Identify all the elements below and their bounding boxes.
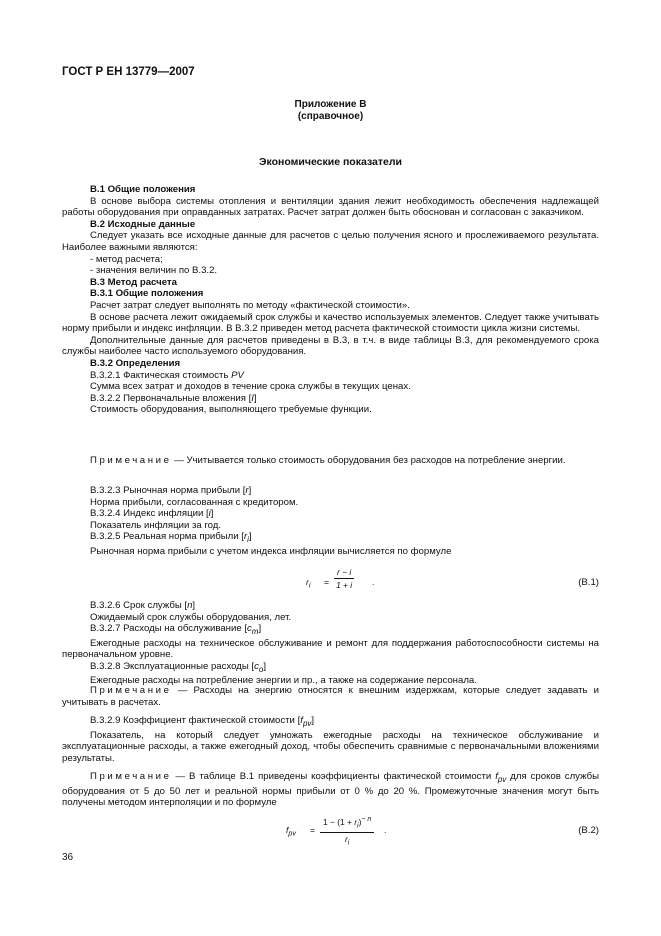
bracket: ] — [192, 600, 196, 611]
note-text: для сроков службы оборудования от 5 до 50 лет и реальной нормы прибыли от 0 % до 20 %. Промежуточные значения могут быть получены методом интерполяции и по формуле — [62, 771, 599, 809]
definition-label — [62, 393, 599, 405]
definition-number: В.3.2.2 Первоначальные вложения [ — [90, 392, 252, 404]
definition-number: В.3.2.1 Фактическая стоимость — [90, 369, 232, 381]
formula-number: (В.1) — [578, 577, 599, 588]
definition-label — [62, 531, 599, 546]
symbol: r — [245, 485, 249, 496]
definition-label — [62, 485, 599, 497]
page-number: 36 — [62, 852, 74, 863]
formula-number: (В.2) — [578, 825, 599, 836]
symbol-subscript: pv — [302, 718, 312, 728]
formula-symbol: r — [306, 577, 309, 587]
appendix-title: Приложение В — [294, 99, 367, 110]
note-block-1 — [62, 455, 599, 467]
symbol: f — [495, 771, 498, 782]
body-block-1 — [62, 184, 599, 416]
definition-label — [62, 715, 599, 730]
b1-paragraph: В основе выбора системы отопления и вентиляции здания лежит необходимость обеспечения надлежащей работы оборудования при оправданных затратах. Расчет затрат должен быть обоснован и согласован с заказчиком. — [62, 195, 599, 219]
formula-subscript: i — [308, 581, 311, 590]
formula-subscript: pv — [288, 829, 296, 838]
formula-denominator: 1 + i — [336, 580, 353, 590]
definition-text: Показатель, на который следует умножать ежегодные расходы на техническое обслуживание и эксплуатационные расходы, а также ежегодный доход, чтобы обеспечить сравнимые с первоначальными вложениями результаты. — [62, 729, 599, 764]
symbol-subscript: pv — [497, 774, 507, 784]
formula-numerator: r − i — [334, 567, 354, 579]
symbol: r — [243, 531, 248, 543]
definition-number: В.3.2.8 Эксплуатационные расходы [ — [90, 660, 255, 672]
definition-label — [62, 508, 599, 520]
formula-fraction — [334, 567, 354, 590]
section-title: Экономические показатели — [259, 156, 402, 168]
formula-part: ) — [358, 816, 362, 827]
definition-label — [62, 623, 599, 638]
symbol-subscript: m — [251, 627, 259, 637]
definition-text: Показатель инфляции за год. — [90, 519, 222, 531]
definition-text: Стоимость оборудования, выполняющего требуемые функции. — [90, 404, 372, 416]
definition-text: Рыночная норма прибыли с учетом индекса инфляции вычисляется по формуле — [90, 545, 452, 557]
formula-part: 1 − (1 + — [323, 816, 355, 827]
formula-lhs — [306, 577, 310, 592]
bracket: ] — [253, 392, 257, 404]
formula-period: . — [372, 577, 375, 587]
body-block-2 — [62, 485, 599, 557]
heading-b2: В.2 Исходные данные — [90, 218, 196, 230]
symbol: c — [247, 623, 252, 635]
note-text: — Расходы на энергию относятся к внешним издержкам, которые следует задавать и учитывать в расчетах. — [62, 685, 599, 708]
formula-equals: = — [324, 577, 330, 587]
body-block-3 — [62, 600, 599, 687]
symbol: I — [251, 392, 254, 404]
formula-equals: = — [310, 825, 316, 835]
formula-b2 — [62, 815, 599, 849]
formula-subscript: i — [347, 840, 350, 848]
formula-b1 — [62, 567, 599, 601]
symbol: c — [254, 660, 259, 672]
standard-header: ГОСТ Р ЕН 13779—2007 — [62, 66, 195, 78]
body-block-4 — [62, 715, 599, 764]
note-label: Примечание — [90, 685, 172, 696]
symbol: f — [300, 715, 303, 726]
appendix-subtitle: (справочное) — [297, 111, 364, 122]
formula-denominator — [320, 833, 374, 849]
definition-text: Ежегодные расходы на потребление энергии и пр., а также на содержание персонала. — [90, 675, 477, 687]
definition-number: В.3.2.5 Реальная норма прибыли [ — [90, 531, 244, 543]
bracket: ] — [263, 660, 267, 672]
note-text: — В таблице В.1 приведены коэффициенты фактической стоимости — [171, 771, 496, 782]
note-block-2 — [62, 685, 599, 708]
symbol-subscript: o — [258, 664, 264, 674]
definition-number: В.3.2.7 Расходы на обслуживание [ — [90, 623, 247, 635]
formula-lhs — [286, 825, 296, 840]
heading-b1: В.1 Общие положения — [90, 184, 196, 195]
b2-list-item: - значения величин по В.3.2. — [90, 265, 218, 277]
definition-number: В.3.2.6 Срок службы [ — [90, 600, 188, 611]
definition-label — [62, 370, 599, 382]
b2-paragraph: Следует указать все исходные данные для расчетов с целью получения ясного и прослеживаемого результата. Наиболее важными являются: — [62, 230, 599, 253]
definition-number: В.3.2.9 Коэффициент фактической стоимости [ — [90, 715, 301, 726]
b31-paragraph: Расчет затрат следует выполнять по методу «фактической стоимости». — [90, 299, 410, 311]
note-label: Примечание — [90, 771, 172, 782]
symbol-subscript: i — [247, 535, 249, 545]
heading-b31: В.3.1 Общие положения — [90, 288, 204, 300]
b31-paragraph: Дополнительные данные для расчетов приведены в В.3, в т.ч. в виде таблицы В.3, для рекомендуемого срока службы наиболее часто используемого оборудования. — [62, 334, 599, 358]
formula-numerator — [320, 815, 374, 833]
formula-symbol: f — [286, 825, 289, 835]
formula-fraction — [320, 815, 374, 849]
bracket: ] — [311, 715, 315, 726]
definition-label — [62, 661, 599, 676]
definition-text: Сумма всех затрат и доходов в течение срока службы в текущих ценах. — [90, 381, 411, 393]
formula-subscript: i — [357, 822, 359, 830]
formula-symbol: r — [354, 816, 357, 827]
symbol: PV — [231, 369, 244, 381]
definition-number: В.3.2.4 Индекс инфляции [ — [90, 508, 209, 520]
bracket: ] — [248, 485, 252, 496]
definition-label — [62, 600, 599, 612]
formula-exponent: − n — [361, 816, 372, 823]
formula-period: . — [384, 825, 387, 835]
bracket: ] — [258, 623, 262, 635]
bracket: ] — [248, 531, 252, 543]
note-label: Примечание — [90, 455, 172, 466]
note-text: — Учитывается только стоимость оборудования без расходов на потребление энергии. — [171, 455, 566, 466]
b2-list-item: - метод расчета; — [90, 253, 163, 265]
definition-text: Норма прибыли, согласованная с кредитором. — [90, 496, 299, 508]
note-block-3 — [62, 771, 599, 809]
heading-b32: В.3.2 Определения — [90, 357, 181, 369]
symbol: i — [208, 508, 211, 520]
definition-number: В.3.2.3 Рыночная норма прибыли [ — [90, 485, 246, 496]
definition-text: Ежегодные расходы на техническое обслуживание и ремонт для поддержания работоспособности системы на первоначальном уровне. — [62, 637, 599, 661]
bracket: ] — [210, 508, 214, 520]
heading-b3: В.3 Метод расчета — [90, 276, 177, 288]
b31-paragraph: В основе расчета лежит ожидаемый срок службы и качество используемых элементов. Следует также учитывать норму прибыли и индекс инфляции. В В.3.2 приведен метод расчета фактической стоимости цикла жизни системы. — [62, 311, 599, 335]
formula-symbol: r — [344, 834, 348, 845]
symbol: n — [187, 600, 193, 611]
definition-text: Ожидаемый срок службы оборудования, лет. — [90, 611, 292, 623]
